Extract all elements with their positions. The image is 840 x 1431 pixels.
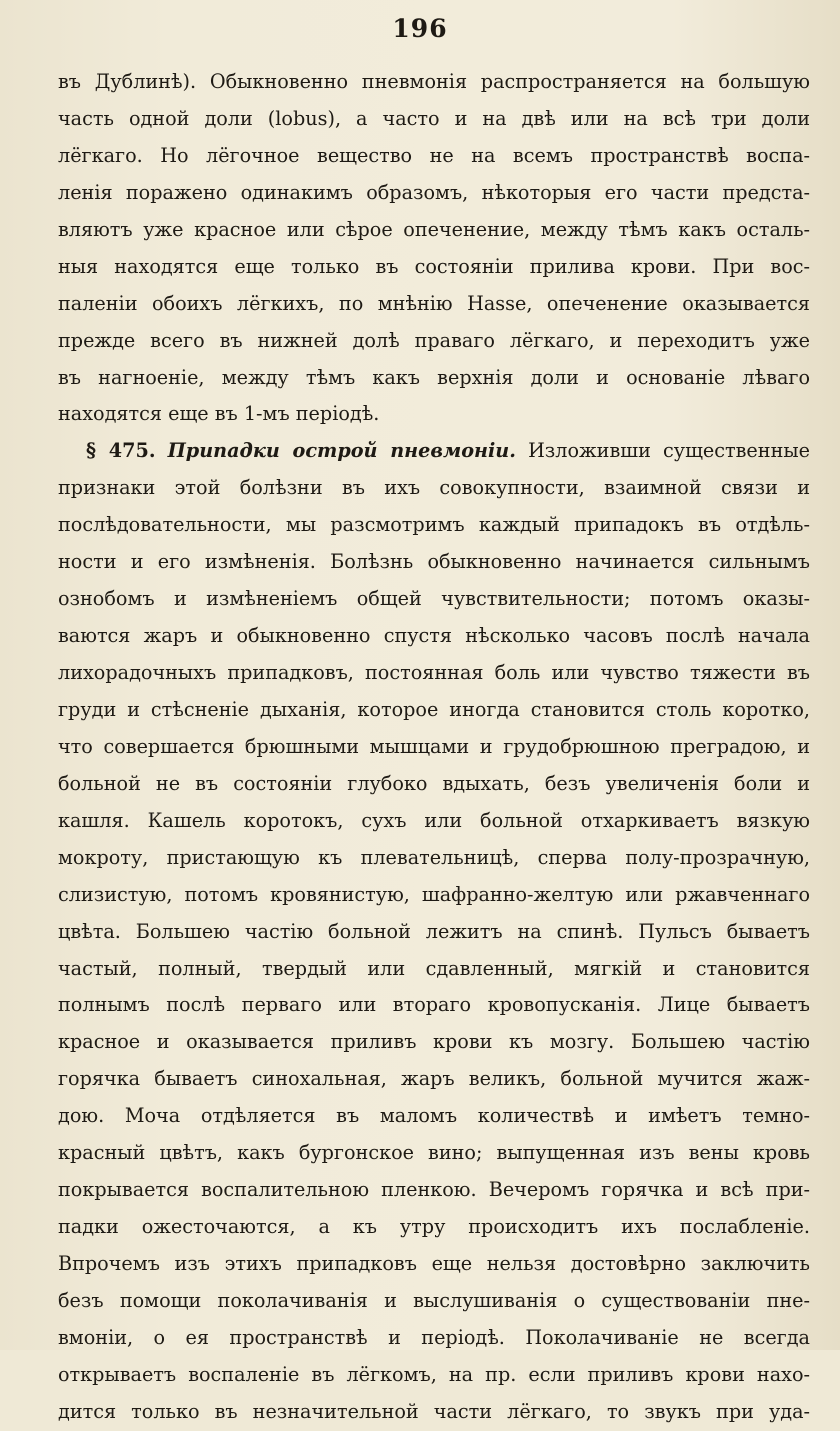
text-line: кашля. Кашель коротокъ, сухъ или больной отхаркиваетъ вязкую xyxy=(58,808,810,832)
text-line: ныя находятся еще только въ состояніи прилива крови. При вос- xyxy=(58,254,810,278)
text-line: лёгкаго. Но лёгочное вещество не на всемъ пространствѣ воспа- xyxy=(58,143,810,167)
text-line: прежде всего въ нижней долѣ праваго лёгкаго, и переходитъ уже xyxy=(58,328,810,352)
text-line: больной не въ состояніи глубоко вдыхать, безъ увеличенія боли и xyxy=(58,771,810,795)
text-line: слизистую, потомъ кровянистую, шафранно-желтую или ржавченнаго xyxy=(58,882,810,906)
text-line: горячка бываетъ синохальная, жаръ великъ, больной мучится жаж- xyxy=(58,1067,810,1091)
text-line: Впрочемъ изъ этихъ припадковъ еще нельзя достовѣрно заключить xyxy=(58,1252,810,1275)
text-line: ознобомъ и измѣненіемъ общей чувствительности; потомъ оказы- xyxy=(58,587,810,611)
text-line: ленія поражено одинакимъ образомъ, нѣкоторыя его части предста- xyxy=(58,180,810,204)
body-text xyxy=(58,64,810,1431)
section-title: Припадки острой пневмоніи. xyxy=(167,439,516,463)
text-line: вляютъ уже красное или сѣрое опеченение, между тѣмъ какъ осталь- xyxy=(58,217,810,241)
text-line: безъ помощи поколачиванія и выслушиванія о существованіи пне- xyxy=(58,1288,810,1312)
text-line: что совершается брюшными мышцами и грудобрюшною преградою, и xyxy=(58,734,810,758)
paragraph-continuation xyxy=(58,64,810,433)
text-line: въ Дублинѣ). Обыкновенно пневмонія распространяется на большую xyxy=(58,70,810,93)
text-line: красный цвѣтъ, какъ бургонское вино; выпущенная изъ вены кровь xyxy=(58,1141,810,1165)
text-line: красное и оказывается приливъ крови къ мозгу. Большею частію xyxy=(58,1030,810,1054)
text-line: мокроту, пристающую къ плевательницѣ, сперва полу-прозрачную, xyxy=(58,845,810,869)
text-line: признаки этой болѣзни въ ихъ совокупности, взаимной связи и xyxy=(58,476,810,500)
text-line: падки ожесточаются, а къ утру происходитъ ихъ послабленіе. xyxy=(58,1215,810,1239)
text-line: вмоніи, о ея пространствѣ и періодѣ. Поколачиваніе не всегда xyxy=(58,1325,810,1349)
text-line: паленіи обоихъ лёгкихъ, по мнѣнію Hasse, опеченение оказывается xyxy=(58,291,810,315)
section-475 xyxy=(58,433,810,1430)
text-line: часть одной доли (lobus), а часто и на двѣ или на всѣ три доли xyxy=(58,106,810,130)
section-first-line-text: Изложивши существенные xyxy=(528,439,810,463)
text-line: въ нагноеніе, между тѣмъ какъ верхнія доли и основаніе лѣваго xyxy=(58,365,810,389)
section-number: § 475. xyxy=(86,439,156,463)
text-line: послѣдовательности, мы разсмотримъ каждый припадокъ въ отдѣль- xyxy=(58,513,810,537)
page-number: 196 xyxy=(392,14,448,43)
text-line: лихорадочныхъ припадковъ, постоянная боль или чувство тяжести въ xyxy=(58,661,810,684)
text-line: дится только въ незначительной части лёгкаго, то звукъ при уда- xyxy=(58,1399,810,1423)
section-heading-line xyxy=(58,433,810,470)
text-line: дою. Моча отдѣляется въ маломъ количествѣ и имѣетъ темно- xyxy=(58,1104,810,1128)
text-line: находятся еще въ 1-мъ періодѣ. xyxy=(58,402,380,426)
text-line: цвѣта. Большею частію больной лежитъ на спинѣ. Пульсъ бываетъ xyxy=(58,919,810,943)
text-line: частый, полный, твердый или сдавленный, мягкій и становится xyxy=(58,956,810,980)
text-line: ности и его измѣненія. Болѣзнь обыкновенно начинается сильнымъ xyxy=(58,550,810,574)
text-line: полнымъ послѣ перваго или втораго кровопусканія. Лице бываетъ xyxy=(58,993,810,1017)
text-line: ваются жаръ и обыкновенно спустя нѣсколько часовъ послѣ начала xyxy=(58,624,810,648)
text-line: открываетъ воспаленіе въ лёгкомъ, на пр. если приливъ крови нахо- xyxy=(58,1362,810,1386)
text-line: груди и стѣсненіе дыханія, которое иногда становится столь коротко, xyxy=(58,697,810,721)
text-line: покрывается воспалительною пленкою. Вечеромъ горячка и всѣ при- xyxy=(58,1178,810,1202)
